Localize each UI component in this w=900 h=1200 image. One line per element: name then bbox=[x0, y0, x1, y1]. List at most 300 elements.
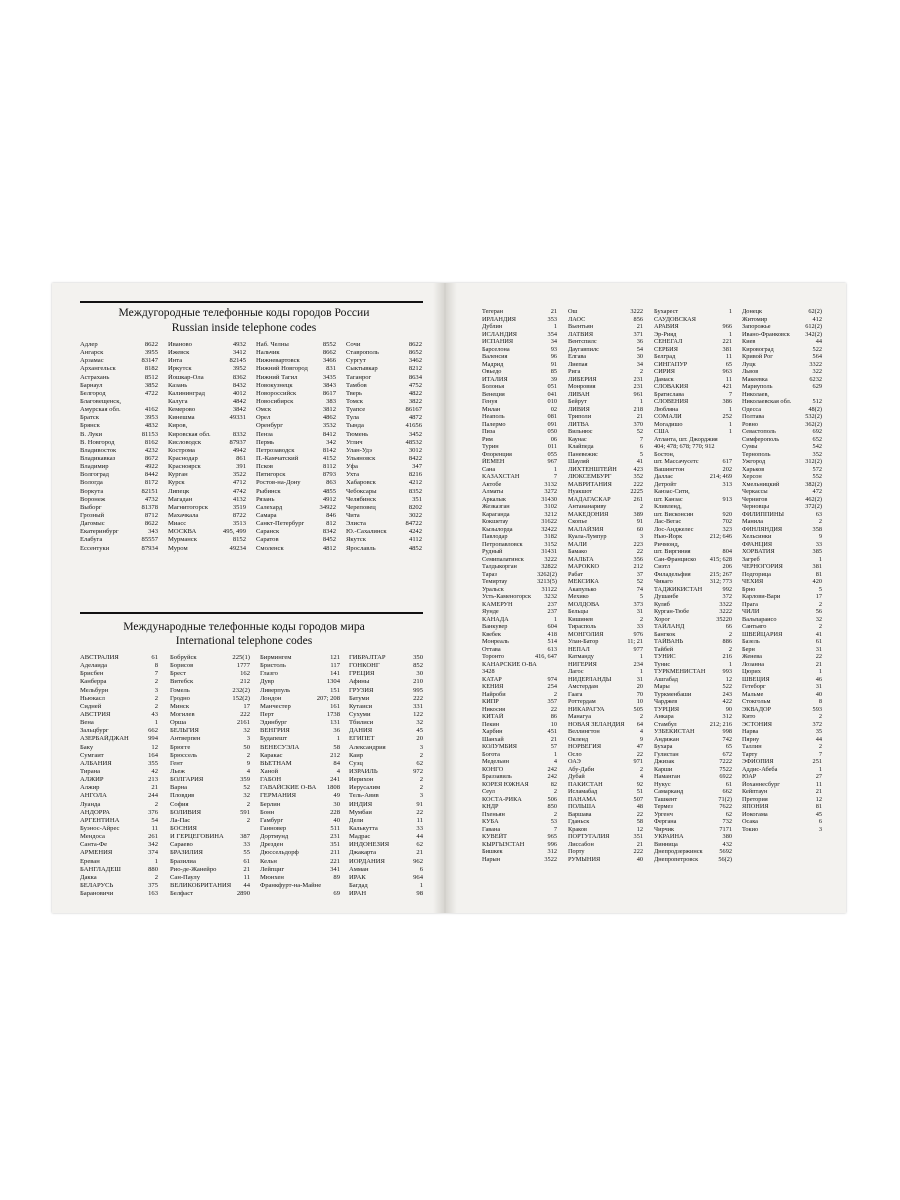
code-row bbox=[654, 541, 732, 549]
code-row bbox=[482, 428, 557, 436]
dial-code: 359 bbox=[240, 776, 250, 784]
dial-code: 371 bbox=[633, 330, 643, 338]
dial-code: 17 bbox=[815, 593, 822, 600]
place-name: ИРАК bbox=[349, 873, 366, 881]
dial-code: 44 bbox=[416, 833, 423, 841]
place-name: Николаевская обл. bbox=[742, 398, 792, 405]
place-name: Новокузнецк bbox=[256, 381, 293, 389]
code-row bbox=[260, 858, 340, 866]
dial-code: 8162 bbox=[144, 438, 158, 446]
code-row bbox=[654, 346, 732, 354]
code-row bbox=[742, 571, 822, 579]
dial-code: 2 bbox=[154, 694, 158, 702]
dial-code: 1 bbox=[818, 555, 822, 563]
code-row bbox=[654, 436, 732, 444]
code-row bbox=[654, 451, 732, 459]
place-name: Багдад bbox=[349, 881, 368, 889]
place-name: Нальчик bbox=[256, 349, 280, 357]
dial-code: 48532 bbox=[405, 438, 422, 446]
place-name: Ливерпуль bbox=[260, 686, 291, 694]
place-name: Вентспилс bbox=[568, 338, 597, 345]
code-row bbox=[568, 466, 643, 474]
russia-title-en: Russian inside telephone codes bbox=[171, 321, 317, 334]
place-name: Брюссель bbox=[170, 751, 198, 759]
place-name: Брисбен bbox=[80, 670, 104, 678]
code-row bbox=[654, 751, 732, 759]
dial-code: 87934 bbox=[141, 544, 158, 552]
code-row bbox=[742, 316, 822, 324]
dial-code: 32422 bbox=[541, 525, 557, 533]
place-name: Каир bbox=[349, 751, 364, 759]
code-row bbox=[742, 481, 822, 489]
dial-code: 55 bbox=[243, 849, 250, 857]
code-row bbox=[482, 751, 557, 759]
place-name: Монровия bbox=[568, 383, 596, 390]
place-name: Минск bbox=[170, 702, 190, 710]
dial-code: 2 bbox=[639, 615, 643, 623]
code-row bbox=[742, 668, 822, 676]
code-row bbox=[742, 653, 822, 661]
code-row bbox=[568, 376, 643, 384]
dial-code: 312 bbox=[722, 713, 732, 720]
dial-code: 3 bbox=[419, 792, 423, 800]
place-name: ЮАР bbox=[742, 773, 757, 780]
code-row bbox=[170, 670, 250, 678]
dial-code: 572 bbox=[812, 465, 822, 473]
code-row bbox=[742, 436, 822, 444]
dial-code: 3 bbox=[419, 743, 423, 751]
dial-code: 117 bbox=[330, 662, 340, 670]
place-name: Бамако bbox=[568, 548, 588, 555]
code-row bbox=[168, 414, 246, 422]
dial-code: 4862 bbox=[322, 414, 336, 422]
place-name: Нарын bbox=[482, 855, 501, 863]
place-name: Нарва bbox=[742, 728, 759, 735]
place-name: Макеевка bbox=[742, 375, 768, 383]
dial-code: 49331 bbox=[229, 414, 246, 422]
code-row bbox=[80, 504, 158, 512]
place-name: Черновцы bbox=[742, 503, 770, 510]
code-row bbox=[346, 374, 422, 382]
place-name: ТАДЖИКИСТАН bbox=[654, 585, 703, 593]
code-row bbox=[349, 890, 423, 898]
dial-code: 60 bbox=[636, 525, 643, 533]
place-name: Куляб bbox=[654, 600, 670, 608]
dial-code: 1 bbox=[728, 405, 732, 413]
place-name: шт. Канзас bbox=[654, 495, 683, 503]
dial-code: 241 bbox=[330, 776, 340, 784]
dial-code: 212 bbox=[240, 678, 250, 686]
place-name: СЕРБИЯ bbox=[654, 345, 678, 353]
dial-code: 412 bbox=[812, 315, 822, 323]
dial-code: 383 bbox=[326, 397, 336, 405]
place-name: Неаполь bbox=[482, 413, 505, 420]
code-row bbox=[80, 406, 158, 414]
dial-code: 3222 bbox=[719, 608, 732, 615]
dial-code: 2 bbox=[419, 751, 423, 759]
place-name: Мадрас bbox=[349, 833, 371, 841]
code-row bbox=[654, 668, 732, 676]
place-name: Канберра bbox=[80, 678, 107, 686]
code-row bbox=[256, 431, 336, 439]
place-name: ТУНИС bbox=[654, 653, 676, 660]
code-row bbox=[346, 406, 422, 414]
place-name: Челябинск bbox=[346, 495, 377, 503]
place-name: Курган-Тюбе bbox=[654, 608, 690, 615]
code-row bbox=[654, 803, 732, 811]
dial-code: 223 bbox=[633, 540, 643, 548]
code-row bbox=[80, 735, 158, 743]
dial-code: 505 bbox=[633, 705, 643, 713]
place-name: Николаев, bbox=[742, 390, 770, 398]
place-name: Лас-Вегас bbox=[654, 518, 682, 525]
code-row bbox=[568, 586, 643, 594]
code-row bbox=[346, 520, 422, 528]
dial-code: 342(2) bbox=[805, 330, 822, 338]
code-row bbox=[568, 818, 643, 826]
dial-code: 4012 bbox=[232, 389, 246, 397]
dial-code: 4152 bbox=[322, 454, 336, 462]
dial-code: 3012 bbox=[408, 446, 422, 454]
dial-code: 96 bbox=[550, 353, 557, 360]
place-name: ОАЭ bbox=[568, 758, 581, 765]
code-row bbox=[256, 341, 336, 349]
dial-code: 662 bbox=[148, 727, 158, 735]
place-name: Шанхай bbox=[482, 735, 504, 743]
dial-code: 22 bbox=[636, 750, 643, 758]
dial-code: 4212 bbox=[408, 479, 422, 487]
code-row bbox=[168, 520, 246, 528]
place-name: Курск bbox=[168, 479, 185, 487]
code-row bbox=[482, 728, 557, 736]
code-row bbox=[482, 503, 557, 511]
code-row bbox=[346, 422, 422, 430]
place-name: ЙЕМЕН bbox=[482, 458, 505, 465]
place-name: Оттава bbox=[482, 645, 501, 653]
dial-code: 1777 bbox=[236, 662, 250, 670]
code-row bbox=[654, 698, 732, 706]
code-row bbox=[568, 623, 643, 631]
dial-code: 1 bbox=[553, 750, 557, 758]
code-row bbox=[742, 623, 822, 631]
code-row bbox=[568, 451, 643, 459]
place-name: Подгорица bbox=[742, 570, 771, 578]
place-name: Лиссабон bbox=[568, 840, 594, 848]
code-row bbox=[742, 451, 822, 459]
place-name: Харбин bbox=[482, 728, 503, 735]
dial-code: 055 bbox=[547, 450, 557, 458]
code-row bbox=[742, 781, 822, 789]
place-name: Сочи bbox=[346, 341, 361, 348]
place-name: Эр-Рияд bbox=[654, 330, 677, 338]
code-row bbox=[170, 776, 250, 784]
dial-code: 462(2) bbox=[805, 495, 822, 503]
place-name: Сана bbox=[482, 465, 496, 473]
dial-code bbox=[156, 398, 158, 406]
dial-code: 846 bbox=[326, 511, 336, 519]
place-name: Чарджев bbox=[654, 698, 678, 705]
code-row bbox=[742, 346, 822, 354]
code-row bbox=[349, 858, 423, 866]
code-row bbox=[568, 458, 643, 466]
code-row bbox=[349, 817, 423, 825]
code-row bbox=[654, 503, 732, 511]
dial-code: 2 bbox=[818, 600, 822, 608]
code-row bbox=[168, 382, 246, 390]
dial-code: 222 bbox=[413, 694, 423, 702]
dial-code: 886 bbox=[722, 638, 732, 645]
code-row bbox=[168, 488, 246, 496]
place-name: Окленд bbox=[568, 735, 589, 743]
code-row bbox=[568, 578, 643, 586]
place-name: Каракас bbox=[260, 751, 283, 759]
dial-code: 050 bbox=[547, 428, 557, 435]
code-row bbox=[482, 368, 557, 376]
dial-code: 58 bbox=[333, 743, 340, 751]
code-row bbox=[654, 421, 732, 429]
place-name: Рим bbox=[482, 435, 493, 443]
dial-code: 355 bbox=[148, 759, 158, 767]
code-row bbox=[346, 447, 422, 455]
place-name: ИЗРАИЛЬ bbox=[349, 767, 378, 775]
place-name: Кельн bbox=[260, 857, 277, 865]
place-name: ТУРКМЕНИСТАН bbox=[654, 668, 706, 675]
place-name: Ю.-Сахалинск bbox=[346, 528, 387, 536]
dial-code: 22 bbox=[815, 653, 822, 660]
code-row bbox=[80, 512, 158, 520]
place-name: Лагос bbox=[568, 668, 584, 675]
dial-code: 374 bbox=[148, 849, 158, 857]
dial-code: 2 bbox=[154, 800, 158, 808]
code-row bbox=[568, 443, 643, 451]
place-name: Кировская обл. bbox=[168, 430, 211, 438]
code-row bbox=[654, 758, 732, 766]
code-row bbox=[80, 398, 158, 406]
place-name: Тюмень bbox=[346, 430, 369, 438]
code-row bbox=[654, 691, 732, 699]
code-row bbox=[260, 654, 340, 662]
dial-code: 62 bbox=[725, 810, 732, 818]
place-name: Бонн bbox=[260, 808, 275, 816]
dial-code: 8342 bbox=[322, 528, 336, 536]
code-row bbox=[170, 735, 250, 743]
place-name: ГЕРМАНИЯ bbox=[260, 792, 297, 800]
code-row bbox=[168, 455, 246, 463]
code-row bbox=[482, 526, 557, 534]
code-row bbox=[80, 760, 158, 768]
code-row bbox=[482, 788, 557, 796]
dial-code: 4 bbox=[553, 758, 557, 765]
dial-code: 48 bbox=[636, 803, 643, 810]
dial-code: 36 bbox=[333, 727, 340, 735]
dial-code: 4722 bbox=[144, 389, 158, 397]
code-row bbox=[482, 556, 557, 564]
place-name: Порту bbox=[568, 848, 585, 855]
code-row bbox=[482, 623, 557, 631]
code-row bbox=[170, 678, 250, 686]
place-name: Абу-Даби bbox=[568, 765, 595, 773]
place-name: ПАКИСТАН bbox=[568, 780, 603, 788]
place-name: Красноярск bbox=[168, 463, 201, 471]
code-row bbox=[80, 866, 158, 874]
dial-code: 8512 bbox=[144, 373, 158, 381]
dial-code: 8634 bbox=[408, 373, 422, 381]
code-row bbox=[256, 398, 336, 406]
dial-code: 370 bbox=[633, 420, 643, 428]
dial-code: 31122 bbox=[541, 585, 557, 593]
place-name: Элиста bbox=[346, 520, 366, 528]
dial-code: 3262(2) bbox=[537, 570, 557, 578]
dial-code: 357 bbox=[547, 698, 557, 705]
place-name: Кливленд, bbox=[654, 503, 682, 510]
code-row bbox=[256, 488, 336, 496]
code-row bbox=[482, 856, 557, 864]
place-name: Ангарск bbox=[80, 349, 104, 357]
place-name: Берн bbox=[742, 645, 755, 653]
code-row bbox=[482, 833, 557, 841]
code-row bbox=[482, 323, 557, 331]
dial-code: 8412 bbox=[322, 430, 336, 438]
dial-code: 74 bbox=[636, 585, 643, 593]
code-row bbox=[742, 586, 822, 594]
code-row bbox=[349, 711, 423, 719]
place-name: КОЛУМБИЯ bbox=[482, 743, 517, 750]
dial-code: 35 bbox=[815, 728, 822, 735]
code-row bbox=[260, 841, 340, 849]
dial-code: 852 bbox=[413, 662, 423, 670]
dial-code: 629 bbox=[812, 383, 822, 390]
code-row bbox=[170, 744, 250, 752]
place-name: Рыбинск bbox=[256, 487, 281, 495]
dial-code: 21 bbox=[815, 788, 822, 795]
code-row bbox=[349, 727, 423, 735]
place-name: Иерихон bbox=[349, 776, 374, 784]
dial-code: 34922 bbox=[319, 503, 336, 511]
dial-code: 225(1) bbox=[232, 654, 250, 661]
place-name: Загреб bbox=[742, 555, 760, 563]
place-name: Рио-де-Жанейро bbox=[170, 865, 217, 873]
dial-code: 231 bbox=[633, 383, 643, 390]
place-name: Симферополь bbox=[742, 435, 780, 443]
dial-code: 20 bbox=[416, 735, 423, 743]
dial-code: 36 bbox=[636, 338, 643, 345]
place-name: Пятигорск bbox=[256, 471, 286, 479]
dial-code: 998 bbox=[722, 728, 732, 735]
code-row bbox=[568, 766, 643, 774]
code-row bbox=[256, 422, 336, 430]
place-name: Сантьяго bbox=[742, 623, 767, 630]
place-name: Хмельницкий bbox=[742, 480, 780, 488]
code-row bbox=[742, 338, 822, 346]
code-row bbox=[482, 721, 557, 729]
place-name: Тверь bbox=[346, 389, 363, 397]
dial-code bbox=[730, 451, 732, 459]
dial-code: 12 bbox=[725, 675, 732, 683]
code-row bbox=[742, 466, 822, 474]
place-name: СЛОВЕНИЯ bbox=[654, 398, 689, 405]
place-name: Вологда bbox=[80, 479, 103, 487]
code-row bbox=[170, 874, 250, 882]
code-row bbox=[482, 841, 557, 849]
code-row bbox=[742, 631, 822, 639]
code-row bbox=[168, 504, 246, 512]
code-row bbox=[482, 383, 557, 391]
code-row bbox=[260, 752, 340, 760]
place-name: МОНГОЛИЯ bbox=[568, 630, 604, 638]
dial-code: 8662 bbox=[322, 349, 336, 357]
dial-code bbox=[555, 668, 557, 676]
code-row bbox=[654, 713, 732, 721]
place-name: Манагуа bbox=[568, 713, 592, 720]
place-name: Куала-Лумпур bbox=[568, 533, 607, 540]
code-row bbox=[80, 662, 158, 670]
code-row bbox=[256, 382, 336, 390]
code-row bbox=[256, 455, 336, 463]
dial-code: 8112 bbox=[323, 463, 336, 471]
place-name: МАЛЬТА bbox=[568, 555, 594, 563]
place-name: Кривой Рог bbox=[742, 353, 773, 360]
place-name: Наманган bbox=[654, 773, 681, 780]
dial-code: 4812 bbox=[322, 544, 336, 552]
code-row bbox=[80, 479, 158, 487]
dial-code: 7 bbox=[818, 750, 822, 758]
dial-code: 312; 773 bbox=[709, 578, 732, 585]
code-row bbox=[568, 683, 643, 691]
code-row bbox=[168, 390, 246, 398]
code-row bbox=[742, 826, 822, 834]
place-name: Киев bbox=[742, 338, 756, 345]
dial-code: 422 bbox=[722, 698, 732, 705]
place-name: Тегеран bbox=[482, 308, 504, 315]
code-row bbox=[654, 428, 732, 436]
code-row bbox=[256, 536, 336, 544]
place-name: Калькутта bbox=[349, 824, 378, 832]
place-name: Вена bbox=[80, 719, 94, 727]
dial-code: 81 bbox=[815, 803, 822, 810]
code-row bbox=[654, 818, 732, 826]
code-row bbox=[742, 578, 822, 586]
code-row bbox=[654, 766, 732, 774]
code-row bbox=[568, 721, 643, 729]
code-row bbox=[654, 826, 732, 834]
place-name: Чернигов bbox=[742, 495, 768, 503]
code-row bbox=[742, 691, 822, 699]
dial-code: 993 bbox=[722, 668, 732, 675]
dial-code: 416, 647 bbox=[534, 653, 557, 660]
place-name: Богота bbox=[482, 750, 500, 758]
dial-code: 351 bbox=[412, 495, 422, 503]
code-row bbox=[349, 833, 423, 841]
code-row bbox=[742, 458, 822, 466]
place-name: КАЗАХСТАН bbox=[482, 473, 520, 480]
dial-code: 2 bbox=[154, 702, 158, 710]
code-row bbox=[80, 695, 158, 703]
code-row bbox=[742, 518, 822, 526]
code-row bbox=[80, 768, 158, 776]
place-name: Ивано-Франковск bbox=[742, 330, 790, 338]
code-row bbox=[568, 541, 643, 549]
dial-code: 54 bbox=[636, 345, 643, 353]
place-name: Нью-Йорк bbox=[654, 533, 683, 540]
code-row bbox=[654, 736, 732, 744]
place-name: Екатеринбург bbox=[80, 528, 119, 536]
dial-code: 372 bbox=[722, 593, 732, 600]
place-name: Белгород bbox=[80, 389, 106, 397]
dial-code: 45 bbox=[815, 810, 822, 818]
dial-code: 40 bbox=[815, 690, 822, 698]
place-name: Ровно bbox=[742, 420, 758, 428]
dial-code: 8352 bbox=[408, 487, 422, 495]
